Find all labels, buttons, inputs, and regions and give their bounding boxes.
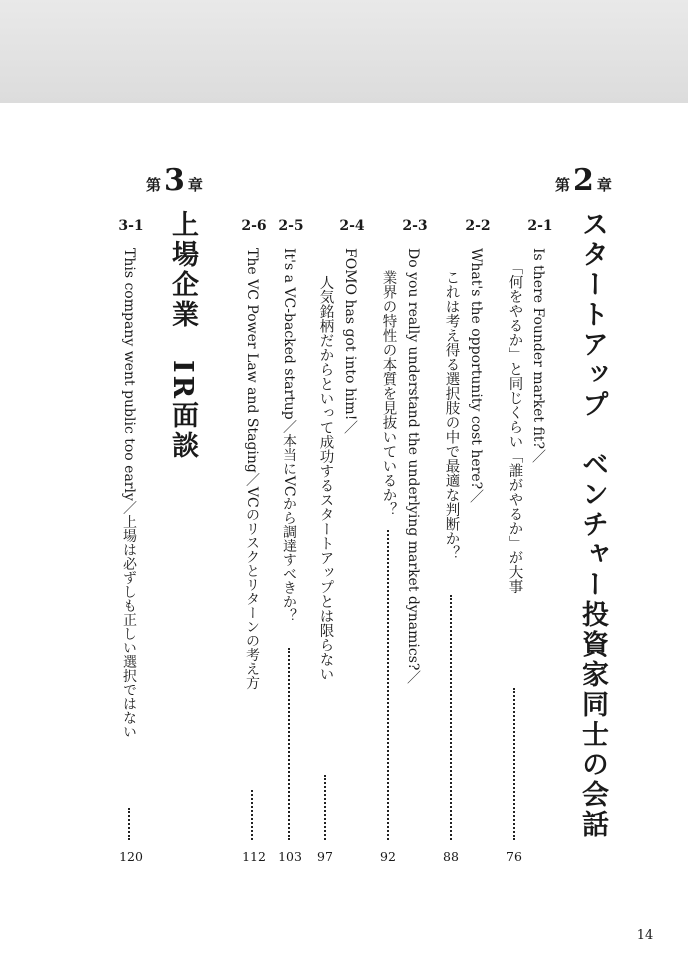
entry-2-1-english[interactable]: Is there Founder market fit?／	[530, 248, 546, 463]
leader-dots-2-4	[315, 775, 335, 840]
page-ref-2-6[interactable]: 112	[242, 849, 266, 864]
page-ref-2-4[interactable]: 97	[317, 849, 333, 864]
entry-number-2-2: 2-2	[465, 218, 491, 234]
chapter-prefix: 第	[555, 176, 571, 194]
entry-2-4-english[interactable]: FOMO has got into him!／	[342, 248, 358, 435]
entry-number-2-4: 2-4	[339, 218, 365, 234]
chapter-suffix: 章	[187, 176, 203, 194]
entry-2-4-japanese[interactable]: 人気銘柄だからといって成功するスタートアップとは限らない	[317, 275, 334, 681]
entry-number-3-1: 3-1	[118, 218, 144, 234]
chapter-2-heading	[555, 163, 612, 198]
leader-dots-2-6	[242, 790, 262, 840]
chapter-3-title: 上場企業 IR面談	[167, 210, 198, 462]
entry-number-2-1: 2-1	[527, 218, 553, 234]
page-ref-2-5[interactable]: 103	[278, 849, 302, 864]
leader-dots-2-1	[504, 688, 524, 840]
leader-dots-2-3	[378, 530, 398, 840]
page-ref-2-3[interactable]: 92	[380, 849, 396, 864]
entry-number-2-3: 2-3	[402, 218, 428, 234]
leader-dots-2-2	[441, 595, 461, 840]
page-ref-2-1[interactable]: 76	[506, 849, 522, 864]
entry-2-6-line[interactable]: The VC Power Law and Staging／VCのリスクとリターンの考え方	[244, 248, 260, 690]
entry-2-2-english[interactable]: What's the opportunity cost here?／	[468, 248, 484, 504]
entry-2-3-english[interactable]: Do you really understand the underlying market dynamics?／	[405, 248, 421, 685]
leader-dots-3-1	[119, 808, 139, 840]
entry-2-2-japanese[interactable]: これは考え得る選択肢の中で最適な判断か？	[443, 270, 460, 560]
page-ref-2-2[interactable]: 88	[443, 849, 459, 864]
leader-dots-2-5	[279, 648, 299, 840]
page-number: 14	[636, 928, 654, 943]
page-ref-3-1[interactable]: 120	[119, 849, 143, 864]
entry-number-2-5: 2-5	[278, 218, 304, 234]
entry-number-2-6: 2-6	[241, 218, 267, 234]
chapter-suffix: 章	[596, 176, 612, 194]
entry-2-1-japanese[interactable]: 「何をやるか」と同じくらい「誰がやるか」が大事	[506, 260, 523, 594]
chapter-2-title: スタートアップ ベンチャー投資家同士の会話	[577, 210, 608, 840]
entry-3-1-line[interactable]: This company went public too early／上場は必ずしも正しい選択ではない	[121, 248, 137, 739]
entry-2-5-line[interactable]: It's a VC-backed startup／本当にVCから調達すべきか？	[281, 248, 297, 623]
chapter-number: 3	[164, 163, 185, 198]
chapter-3-heading	[146, 163, 203, 198]
chapter-number: 2	[573, 163, 594, 198]
entry-2-3-japanese[interactable]: 業界の特性の本質を見抜いているか？	[380, 270, 397, 517]
chapter-prefix: 第	[146, 176, 162, 194]
top-gray-band	[0, 0, 688, 103]
